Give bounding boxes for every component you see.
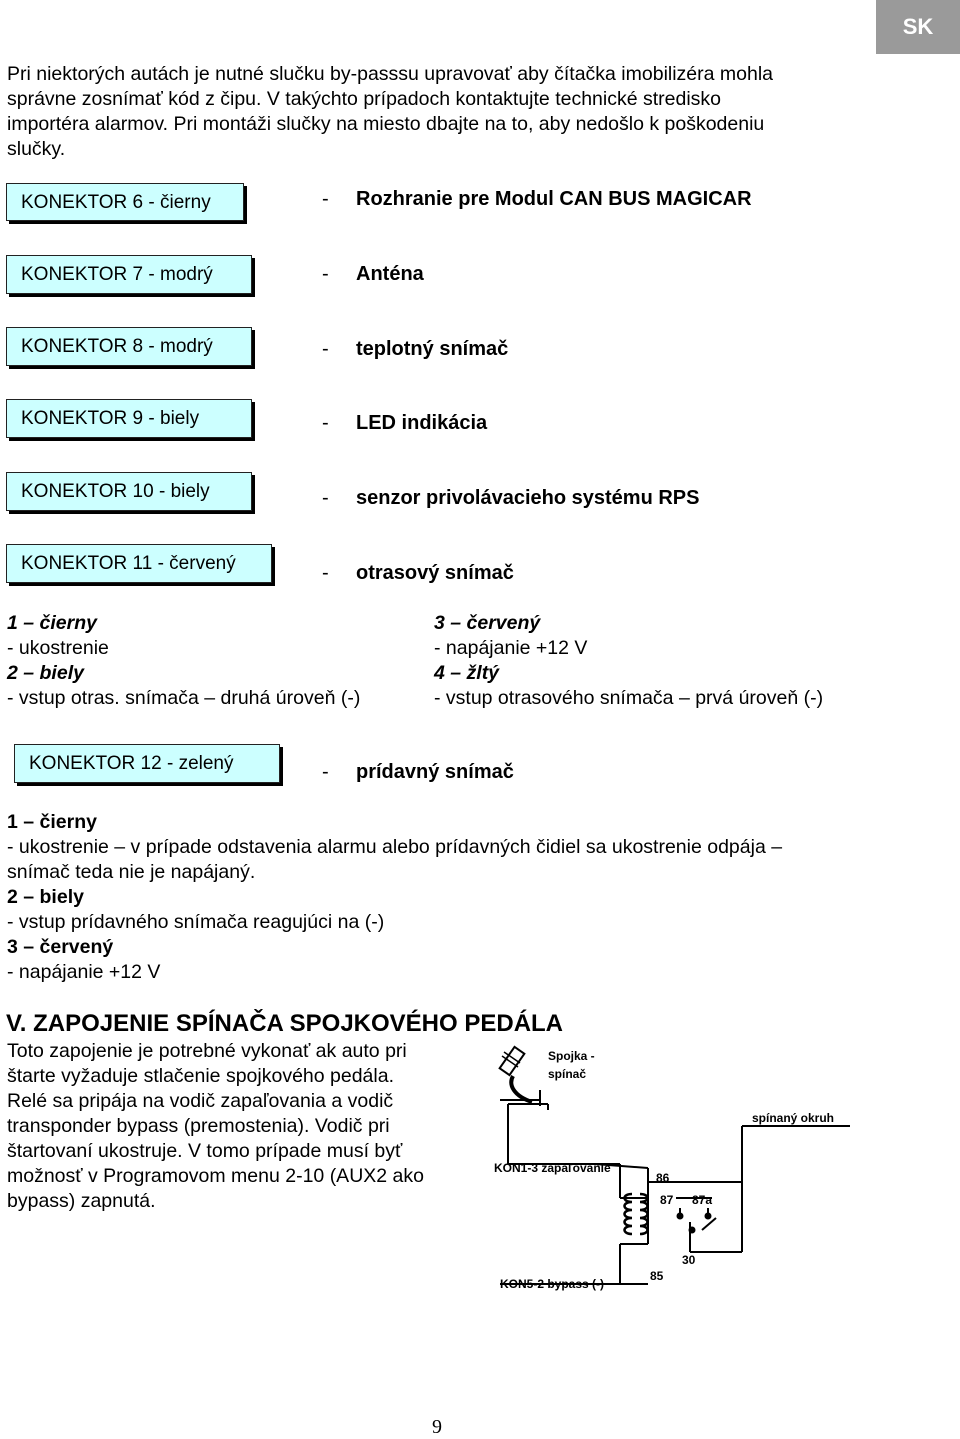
paragraph-line: bypass) zapnutá. bbox=[7, 1190, 156, 1212]
pin-1-label: 1 – čierny bbox=[7, 612, 97, 634]
paragraph-line: Relé sa pripája na vodič zapaľovania a vodič bbox=[7, 1090, 394, 1112]
connector-11-description bbox=[322, 562, 514, 585]
paragraph-line: Toto zapojenie je potrebné vykonať ak auto pri bbox=[7, 1040, 407, 1062]
pin-2-description: - vstup prídavného snímača reagujúci na (-) bbox=[7, 911, 385, 933]
connector-9-label: KONEKTOR 9 - biely bbox=[6, 399, 252, 438]
pin-4-description: - vstup otrasového snímača – prvá úroveň (-) bbox=[434, 687, 824, 709]
dash: - bbox=[322, 188, 329, 210]
description-text: LED indikácia bbox=[356, 412, 488, 434]
description-text: teplotný snímač bbox=[356, 338, 509, 360]
pin-3-label: 3 – červený bbox=[434, 612, 541, 634]
dash: - bbox=[322, 487, 329, 509]
pin-85-label: 85 bbox=[650, 1269, 664, 1283]
paragraph-line: možnosť v Programovom menu 2-10 (AUX2 ako bbox=[7, 1165, 424, 1187]
pin-30-label: 30 bbox=[682, 1253, 696, 1267]
description-text: Rozhranie pre Modul CAN BUS MAGICAR bbox=[356, 188, 752, 210]
connector-10-label: KONEKTOR 10 - biely bbox=[6, 472, 252, 511]
pin-2-description: - vstup otras. snímača – druhá úroveň (-) bbox=[7, 687, 361, 709]
connector-10-description bbox=[322, 487, 699, 510]
intro-line: slučky. bbox=[7, 138, 66, 160]
kon1-label: KON1-3 zapaľovanie bbox=[494, 1161, 611, 1175]
pin-3-description: - napájanie +12 V bbox=[7, 961, 161, 983]
description-text: senzor privolávacieho systému RPS bbox=[356, 487, 700, 509]
description-text: Anténa bbox=[356, 263, 424, 285]
pin-2-label: 2 – biely bbox=[7, 662, 84, 684]
section-paragraph bbox=[7, 1039, 477, 1214]
connector-9-description bbox=[322, 412, 487, 435]
dash: - bbox=[322, 562, 329, 584]
connector-6-label: KONEKTOR 6 - čierny bbox=[6, 183, 244, 221]
pin-3-description: - napájanie +12 V bbox=[434, 637, 588, 659]
relay-coil bbox=[625, 1194, 648, 1234]
wires bbox=[500, 1104, 850, 1284]
dash: - bbox=[322, 412, 329, 434]
pin-86-label: 86 bbox=[656, 1171, 670, 1185]
pin-1-description: - ukostrenie – v prípade odstavenia alarmu alebo prídavných čidiel sa ukostrenie odpája – bbox=[7, 836, 783, 858]
k11-pins-left bbox=[7, 611, 360, 711]
dash: - bbox=[322, 338, 329, 360]
dash: - bbox=[322, 263, 329, 285]
pin-1-description-cont: snímač teda nie je napájaný. bbox=[7, 861, 256, 883]
clutch-switch-wiring-diagram bbox=[480, 1030, 880, 1305]
intro-line: Pri niektorých autách je nutné slučku by-passsu upravovať aby čítačka imobilizéra mohla bbox=[7, 63, 774, 85]
spinac-label: spínač bbox=[548, 1067, 587, 1081]
intro-line: správne zosnímať kód z čipu. V takýchto prípadoch kontaktujte technické stredisko bbox=[7, 88, 722, 110]
pin-2-label: 2 – biely bbox=[7, 886, 84, 908]
paragraph-line: štarte vyžaduje stlačenie spojkového pedála. bbox=[7, 1065, 394, 1087]
clutch-pedal-icon bbox=[500, 1047, 540, 1106]
k11-pins-right bbox=[434, 611, 823, 711]
pin-1-description: - ukostrenie bbox=[7, 637, 109, 659]
connector-12-label: KONEKTOR 12 - zelený bbox=[14, 744, 280, 783]
pin-4-label: 4 – žltý bbox=[434, 662, 500, 684]
description-text: otrasový snímač bbox=[356, 562, 514, 584]
spojka-label: Spojka - bbox=[548, 1049, 595, 1063]
connector-8-description bbox=[322, 338, 508, 361]
intro-line: importéra alarmov. Pri montáži slučky na miesto dbajte na to, aby nedošlo k poškodeniu bbox=[7, 113, 765, 135]
pin-1-label: 1 – čierny bbox=[7, 811, 97, 833]
intro-paragraph bbox=[7, 62, 875, 162]
language-tab: SK bbox=[876, 0, 960, 54]
description-text: prídavný snímač bbox=[356, 761, 514, 783]
connector-12-description bbox=[322, 761, 514, 784]
connector-11-label: KONEKTOR 11 - červený bbox=[6, 544, 272, 583]
switched-circuit-label: spínaný okruh bbox=[752, 1111, 835, 1125]
connector-8-label: KONEKTOR 8 - modrý bbox=[6, 327, 252, 366]
connector-7-label: KONEKTOR 7 - modrý bbox=[6, 255, 252, 294]
dash: - bbox=[322, 761, 329, 783]
connector-7-description bbox=[322, 263, 424, 286]
pin-3-label: 3 – červený bbox=[7, 936, 114, 958]
pin-87-label: 87 bbox=[660, 1193, 674, 1207]
page-number: 9 bbox=[432, 1416, 442, 1438]
connector-6-description bbox=[322, 188, 752, 211]
kon5-label: KON5-2 bypass (-) bbox=[500, 1277, 605, 1291]
section-heading: V. ZAPOJENIE SPÍNAČA SPOJKOVÉHO PEDÁLA bbox=[6, 1010, 564, 1037]
paragraph-line: transponder bypass (premostenia). Vodič pri bbox=[7, 1115, 390, 1137]
k12-pins bbox=[7, 810, 875, 985]
pin-87a-label: 87a bbox=[692, 1193, 713, 1207]
paragraph-line: štartovaní ukostruje. V tomo prípade musí byť bbox=[7, 1140, 403, 1162]
